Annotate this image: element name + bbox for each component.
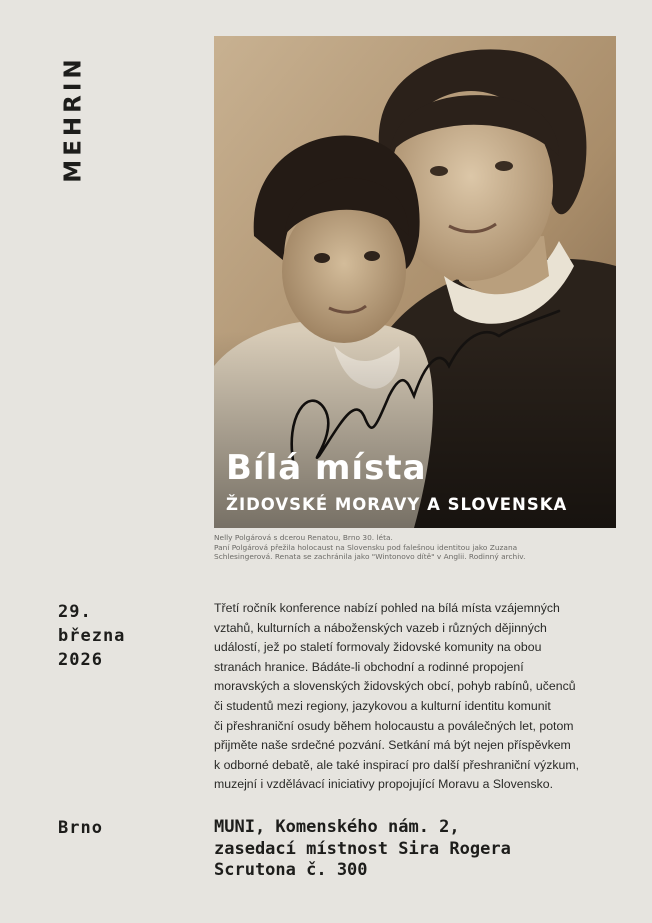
caption-line: Paní Polgárová přežila holocaust na Slovensku pod falešnou identitou jako Zuzana bbox=[214, 542, 518, 552]
venue-line: zasedací místnost Sira Rogera bbox=[214, 838, 511, 859]
description-line: vztahů, kulturních a náboženských vazeb i různých dějinných bbox=[214, 620, 547, 635]
date-month: března bbox=[58, 626, 126, 646]
poster-title: Bílá místa bbox=[226, 448, 427, 488]
description-line: přijměte naše srdečné pozvání. Setkání má být nejen příspěvkem bbox=[214, 738, 571, 753]
brand-logo bbox=[56, 44, 92, 194]
event-venue bbox=[214, 817, 511, 882]
event-description bbox=[214, 599, 624, 795]
event-date bbox=[58, 600, 125, 672]
description-line: či přeshraniční osudy během holocaustu a poválečných let, potom bbox=[214, 718, 574, 733]
venue-line: Scrutona č. 300 bbox=[214, 860, 368, 880]
date-day: 29. bbox=[58, 602, 92, 622]
poster-photo bbox=[214, 36, 616, 528]
event-city: Brno bbox=[58, 818, 103, 838]
photo-caption bbox=[214, 533, 624, 562]
description-line: moravských a slovenských židovských obcí, pohyb rabínů, učenců bbox=[214, 679, 576, 694]
caption-line: Nelly Polgárová s dcerou Renatou, Brno 30. léta. bbox=[214, 533, 393, 542]
venue-line: MUNI, Komenského nám. 2, bbox=[214, 817, 460, 837]
description-line: stranách hranice. Bádáte-li obchodní a rodinné propojení bbox=[214, 659, 524, 674]
poster-subtitle: ŽIDOVSKÉ MORAVY A SLOVENSKA bbox=[226, 495, 568, 514]
caption-line: Schlesingerová. Renata se zachránila jako "Wintonovo dítě" v Anglii. Rodinný archiv. bbox=[214, 552, 526, 562]
brand-text: MEHRIN bbox=[61, 55, 87, 183]
description-line: muzejní i vzdělávací iniciativy propojující Moravu a Slovensko. bbox=[214, 777, 553, 792]
description-line: k odborné debatě, ale také inspirací pro další přeshraniční výzkum, bbox=[214, 757, 580, 772]
description-line: událostí, jež po staletí formovaly židovské komunity na obou bbox=[214, 640, 542, 655]
date-year: 2026 bbox=[58, 650, 103, 670]
description-line: či studentů mezi regiony, jazykovou a kulturní identitu komunit bbox=[214, 698, 551, 713]
description-line: Třetí ročník konference nabízí pohled na bílá místa vzájemných bbox=[214, 601, 560, 615]
